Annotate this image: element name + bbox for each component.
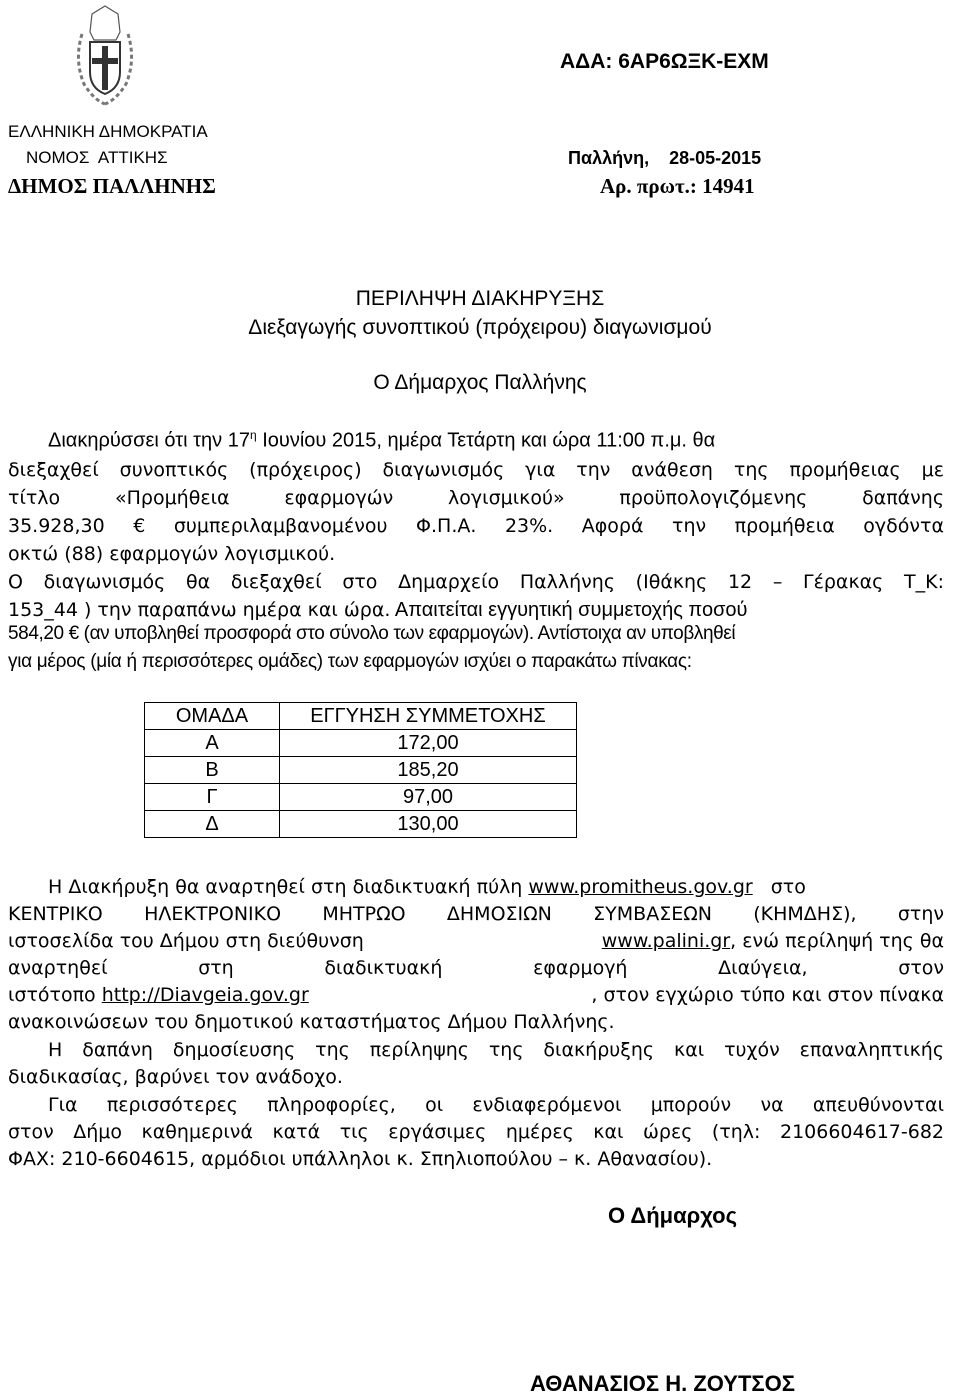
body-line: τίτλο «Προμήθεια εφαρμογών λογισμικού» προϋπολογιζόμενης δαπάνης (8, 487, 944, 509)
body-line: Η δαπάνη δημοσίευσης της περίληψης της διακήρυξης και τυχόν επαναληπτικής (48, 1039, 944, 1061)
body-line: ανακοινώσεων του δημοτικού καταστήματος Δήμου Παλλήνης. (8, 1011, 615, 1033)
body-line: αναρτηθεί στη διαδικτυακή εφαρμογή Διαύγεια, στον (8, 957, 944, 979)
ada-code: ΑΔΑ: 6ΑΡ6ΩΞΚ-ΕΧΜ (560, 50, 769, 73)
document-subtitle: Διεξαγωγής συνοπτικού (πρόχειρου) διαγωνισμού (248, 316, 712, 339)
body-line: διεξαχθεί συνοπτικός (πρόχειρος) διαγωνισμός για την ανάθεση της προμήθειας με (8, 459, 944, 481)
body-line: Ο διαγωνισμός θα διεξαχθεί στο Δημαρχείο Παλλήνης (Ιθάκης 12 – Γέρακας Τ_Κ: (8, 571, 944, 593)
table-header-row (145, 703, 577, 730)
header-municipality: ΔΗΜΟΣ ΠΑΛΛΗΝΗΣ (8, 174, 216, 198)
promitheus-link[interactable]: www.promitheus.gov.gr (528, 876, 753, 898)
body-line (48, 876, 806, 898)
body-line: 35.928,30 € συμπεριλαμβανομένου Φ.Π.Α. 23%. Αφορά την προμήθεια ογδόντα (8, 515, 944, 537)
table-header-group: ΟΜΑΔΑ (145, 703, 280, 730)
body-text: 153_44 ) την παραπάνω ημέρα και ώρα. (8, 599, 391, 621)
table-cell-amount: 130,00 (280, 811, 577, 838)
body-line: διαδικασίας, βαρύνει τον ανάδοχο. (8, 1066, 343, 1088)
body-line: ΦΑΧ: 210-6604615, αρμόδιοι υπάλληλοι κ. Σπηλιοπούλου – κ. Αθανασίου). (8, 1148, 713, 1170)
table-cell-group: Γ (145, 784, 280, 811)
table-cell-group: Β (145, 757, 280, 784)
table-cell-amount: 172,00 (280, 730, 577, 757)
body-line: οκτώ (88) εφαρμογών λογισμικού. (8, 543, 336, 565)
body-line (8, 599, 747, 622)
body-text: , ενώ περίληψή της θα (730, 930, 944, 952)
body-line: Για περισσότερες πληροφορίες, οι ενδιαφερόμενοι μπορούν να απευθύνονται (48, 1094, 944, 1116)
place-date: Παλλήνη, 28-05-2015 (568, 148, 762, 168)
body-line: για μέρος (μία ή περισσότερες ομάδες) των εφαρμογών ισχύει ο παρακάτω πίνακας: (8, 651, 692, 672)
document-title: ΠΕΡΙΛΗΨΗ ΔΙΑΚΗΡΥΞΗΣ (355, 287, 605, 310)
greek-coat-of-arms-emblem (70, 0, 140, 108)
diavgeia-link[interactable]: http://Diavgeia.gov.gr (101, 984, 309, 1006)
table-cell-amount: 97,00 (280, 784, 577, 811)
mayor-heading: Ο Δήμαρχος Παλλήνης (373, 371, 587, 394)
body-text: Απαιτείται εγγυητική συμμετοχής ποσού (390, 599, 748, 621)
signature-name: ΑΘΑΝΑΣΙΟΣ Η. ΖΟΥΤΣΟΣ (530, 1371, 795, 1396)
body-text: στο (764, 876, 806, 898)
table-row (145, 784, 577, 811)
table-row (145, 811, 577, 838)
header-prefecture: ΝΟΜΟΣ ΑΤΤΙΚΗΣ (26, 148, 168, 167)
protocol-number: Αρ. πρωτ.: 14941 (600, 174, 755, 198)
body-line: στον Δήμο καθημερινά κατά τις εργάσιμες ημέρες και ώρες (τηλ: 2106604617-682 (8, 1121, 944, 1143)
header-republic: ΕΛΛΗΝΙΚΗ ΔΗΜΟΚΡΑΤΙΑ (8, 122, 208, 141)
table-cell-group: Α (145, 730, 280, 757)
body-line (8, 930, 944, 952)
body-text: Ιουνίου 2015, ημέρα Τετάρτη και ώρα 11:00 π.μ. θα (256, 429, 716, 452)
palini-link[interactable]: www.palini.gr (601, 930, 731, 952)
body-line (8, 984, 944, 1006)
body-line: ΚΕΝΤΡΙΚΟ ΗΛΕΚΤΡΟΝΙΚΟ ΜΗΤΡΩΟ ΔΗΜΟΣΙΩΝ ΣΥΜΒΑΣΕΩΝ (ΚΗΜΔΗΣ), στην (8, 903, 944, 925)
table-cell-group: Δ (145, 811, 280, 838)
body-text: Διακηρύσσει ότι την 17 (48, 429, 250, 452)
table-cell-amount: 185,20 (280, 757, 577, 784)
body-text: ιστότοπο (8, 984, 102, 1006)
table-row (145, 730, 577, 757)
signature-role: Ο Δήμαρχος (608, 1203, 738, 1228)
table-header-guarantee: ΕΓΓΥΗΣΗ ΣΥΜΜΕΤΟΧΗΣ (280, 703, 577, 730)
body-text: Η Διακήρυξη θα αναρτηθεί στη διαδικτυακή πύλη (48, 876, 529, 898)
body-line: 584,20 € (αν υποβληθεί προσφορά στο σύνολο των εφαρμογών). Αντίστοιχα αν υποβληθεί (8, 623, 736, 644)
body-text: ιστοσελίδα του Δήμου στη διεύθυνση (8, 930, 370, 952)
body-text: , στον εγχώριο τύπο και στον πίνακα (591, 984, 944, 1006)
superscript-eta: η (249, 428, 257, 442)
table-row (145, 757, 577, 784)
body-line (48, 428, 715, 453)
guarantee-table (144, 702, 577, 838)
